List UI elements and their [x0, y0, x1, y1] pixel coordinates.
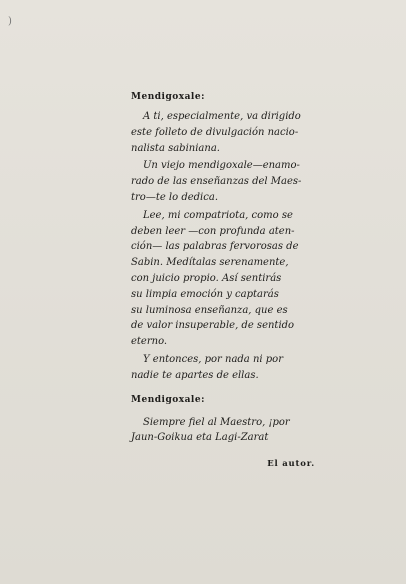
text-line: Lee, mi compatriota, como se	[143, 209, 293, 221]
closing-paragraph	[131, 415, 317, 447]
text-line: de valor insuperable, de sentido	[131, 320, 295, 332]
text-line: Sabin. Medítalas serenamente,	[131, 257, 289, 269]
salutation-2: Mendigoxale:	[131, 394, 205, 405]
text-line: eterno.	[131, 336, 168, 348]
text-line: rado de las enseñanzas del Maes-	[131, 176, 302, 188]
text-line: Un viejo mendigoxale—enamo-	[143, 160, 300, 172]
salutation-1: Mendigoxale:	[131, 92, 205, 102]
text-line: tro—te lo dedica.	[131, 191, 218, 203]
text-line: nalista sabiniana.	[131, 142, 220, 154]
text-line: Jaun-Goikua eta Lagi-Zarat	[131, 432, 269, 444]
text-line: deben leer —con profunda aten-	[131, 225, 295, 237]
paragraph-4	[131, 352, 317, 384]
paragraph-2	[131, 158, 317, 205]
text-line: A ti, especialmente, va dirigido	[143, 111, 301, 122]
paragraph-3	[131, 208, 317, 350]
paragraph-1	[131, 109, 317, 156]
dedication-text	[131, 92, 317, 478]
signature: El autor.	[267, 459, 315, 470]
text-line: su limpia emoción y captarás	[131, 288, 279, 300]
text-line: ción— las palabras fervorosas de	[131, 241, 299, 253]
text-line: con juicio propio. Así sentirás	[131, 272, 282, 284]
text-line: este folleto de divulgación nacio-	[131, 126, 299, 138]
text-line: Y entonces, por nada ni por	[143, 353, 283, 365]
text-line: nadie te apartes de ellas.	[131, 369, 259, 381]
text-line: Siempre fiel al Maestro, ¡por	[143, 416, 290, 428]
text-line: su luminosa enseñanza, que es	[131, 304, 288, 316]
edge-mark: )	[8, 16, 12, 27]
